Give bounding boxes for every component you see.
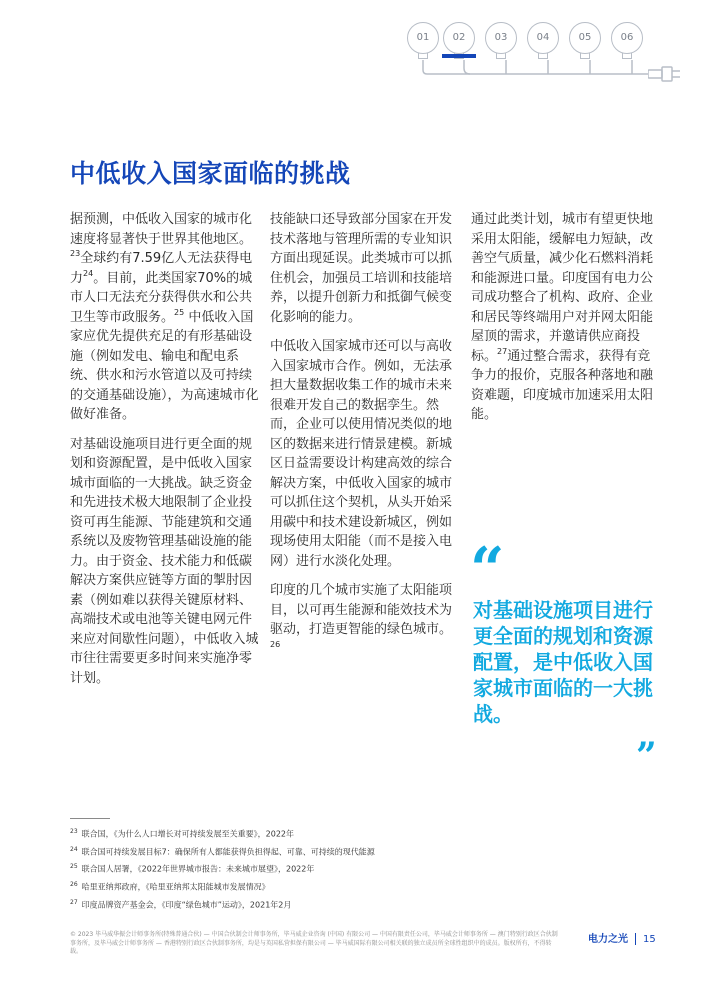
footnote (70, 842, 630, 860)
footnote-ref[interactable]: 27 (497, 346, 508, 356)
text-column-1 (70, 210, 260, 698)
lightbulb-icon (580, 53, 590, 59)
footnote (70, 859, 630, 877)
footnote-ref[interactable]: 26 (270, 639, 281, 649)
paragraph: 通过此类计划，城市有望更快地采用太阳能，缓解电力短缺，改善空气质量，减少化石燃料消耗和能源进口量。印度国有电力公司成功整合了机构、政府、企业和居民等终端用户对并网太阳能屋顶的需求，并邀请供应商投标。$^{27}$通过整合需求，获得有竞争力的报价，克服各种落地和融资难题，印度城市加速采用太阳能。 (471, 212, 654, 422)
footnote-text: 联合国人居署，《2022年世界城市报告：未来城市展望》，2022年 (81, 864, 315, 874)
lightbulb-icon (496, 53, 506, 59)
footnote-ref[interactable]: 25 (174, 307, 185, 317)
footnote-number: 23 (70, 828, 78, 835)
lightbulb-icon (418, 53, 428, 59)
footnote-text: 联合国，《为什么人口增长对可持续发展至关重要》，2022年 (81, 829, 294, 839)
nav-item-label: 04 (536, 32, 550, 43)
plug-icon (648, 64, 696, 84)
footnotes (70, 824, 630, 912)
text-column-3 (471, 210, 659, 435)
footnote (70, 895, 630, 913)
nav-item-label: 05 (578, 32, 592, 43)
active-section-indicator (442, 54, 476, 58)
text-column-2 (270, 210, 460, 669)
page-title: 中低收入国家面临的挑战 (70, 159, 351, 188)
nav-item-01[interactable] (407, 22, 439, 54)
paragraph: 印度的几个城市实施了太阳能项目，以可再生能源和能效技术为驱动，打造更智能的绿色城市。$^{26}$ (270, 583, 453, 649)
footnote-ref[interactable]: 24 (83, 268, 94, 278)
nav-item-label: 03 (494, 32, 508, 43)
page-footer (588, 930, 656, 945)
footnote-text: 联合国可持续发展目标7：确保所有人都能获得负担得起、可靠、可持续的现代能源 (81, 847, 375, 857)
nav-item-06[interactable] (611, 22, 643, 54)
nav-item-03[interactable] (485, 22, 517, 54)
section-name: 电力之光 (588, 934, 628, 945)
footnote-number: 25 (70, 863, 78, 871)
footer-divider (635, 933, 636, 945)
pull-quote: 对基础设施项目进行更全面的规划和资源配置，是中低收入国家城市面临的一大挑战。 (473, 598, 653, 726)
paragraph: 据预测，中低收入国家的城市化速度将显著快于世界其他地区。$^{23}$全球约有7.59亿人无法获得电力$^{24}$。目前，此类国家70%的城市人口无法充分获得供水和公共卫生等市政服务。$^{25}$ 中低收入国家应优先提供充足的有形基础设施（例如发电、输电和配电系统、供水和污水管道以及可持续的交通基础设施），为高速城市化做好准备。 (70, 212, 259, 422)
footnote-text: 印度品牌资产基金会，《印度“绿色城市”运动》，2021年2月 (81, 900, 292, 910)
footnote (70, 877, 630, 895)
footnote-text: 哈里亚纳邦政府，《哈里亚纳邦太阳能城市发展情况》 (81, 882, 270, 892)
footnote-number: 24 (70, 845, 78, 853)
close-quote-icon: ” (636, 735, 657, 777)
footnote-divider (70, 818, 110, 819)
section-nav (398, 18, 698, 88)
lightbulb-icon (538, 53, 548, 59)
paragraph: 对基础设施项目进行更全面的规划和资源配置，是中低收入国家城市面临的一大挑战。缺乏资金和先进技术极大地限制了企业投资可再生能源、节能建筑和交通系统以及废物管理基础设施的能力。由于资金、技术能力和低碳解决方案供应链等方面的掣肘因素（例如难以获得关键原材料、高端技术或电池等关键电网元件来应对间歇性问题），中低收入城市往往需要更多时间来实施净零计划。 (70, 436, 259, 686)
nav-item-label: 02 (452, 32, 466, 43)
open-quote-icon: “ (470, 535, 505, 605)
paragraph: 技能缺口还导致部分国家在开发技术落地与管理所需的专业知识方面出现延误。此类城市可以抓住机会，加强员工培训和技能培养，以提升创新力和抵御气候变化影响的能力。 (270, 212, 453, 325)
footnote-number: 27 (70, 898, 78, 906)
footnote-ref[interactable]: 23 (70, 249, 81, 258)
nav-item-05[interactable] (569, 22, 601, 54)
nav-item-label: 06 (620, 32, 634, 43)
copyright-notice: © 2023 毕马威华振会计师事务所(特殊普通合伙) — 中国合伙制会计师事务所，毕马威企业咨询 (中国) 有限公司 — 中国有限责任公司，毕马威会计师事务所 — 澳门特别行政区合伙制事务所，及毕马威会计师事务所 — 香港特别行政区合伙制事务所，均是与英国私营担保有限公司 — 毕马威国际有限公司相关联的独立成员所全球性组织中的成员。版权所有，不得转载。 (70, 931, 558, 955)
footnote-number: 26 (70, 880, 78, 888)
nav-item-label: 01 (416, 32, 430, 43)
paragraph: 中低收入国家城市还可以与高收入国家城市合作。例如，无法承担大量数据收集工作的城市未来很难开发自己的数据孪生。然而，企业可以使用情况类似的地区的数据来进行情景建模。新城区日益需要设计构建高效的综合解决方案，中低收入国家的城市可以抓住这个契机，从头开始采用碳中和技术建设新城区，例如现场使用太阳能（而不是接入电网）进行水淡化处理。 (270, 339, 453, 569)
lightbulb-icon (622, 53, 632, 59)
nav-item-02[interactable] (443, 22, 475, 54)
footnote (70, 824, 630, 842)
page-number: 15 (643, 934, 656, 945)
nav-item-04[interactable] (527, 22, 559, 54)
